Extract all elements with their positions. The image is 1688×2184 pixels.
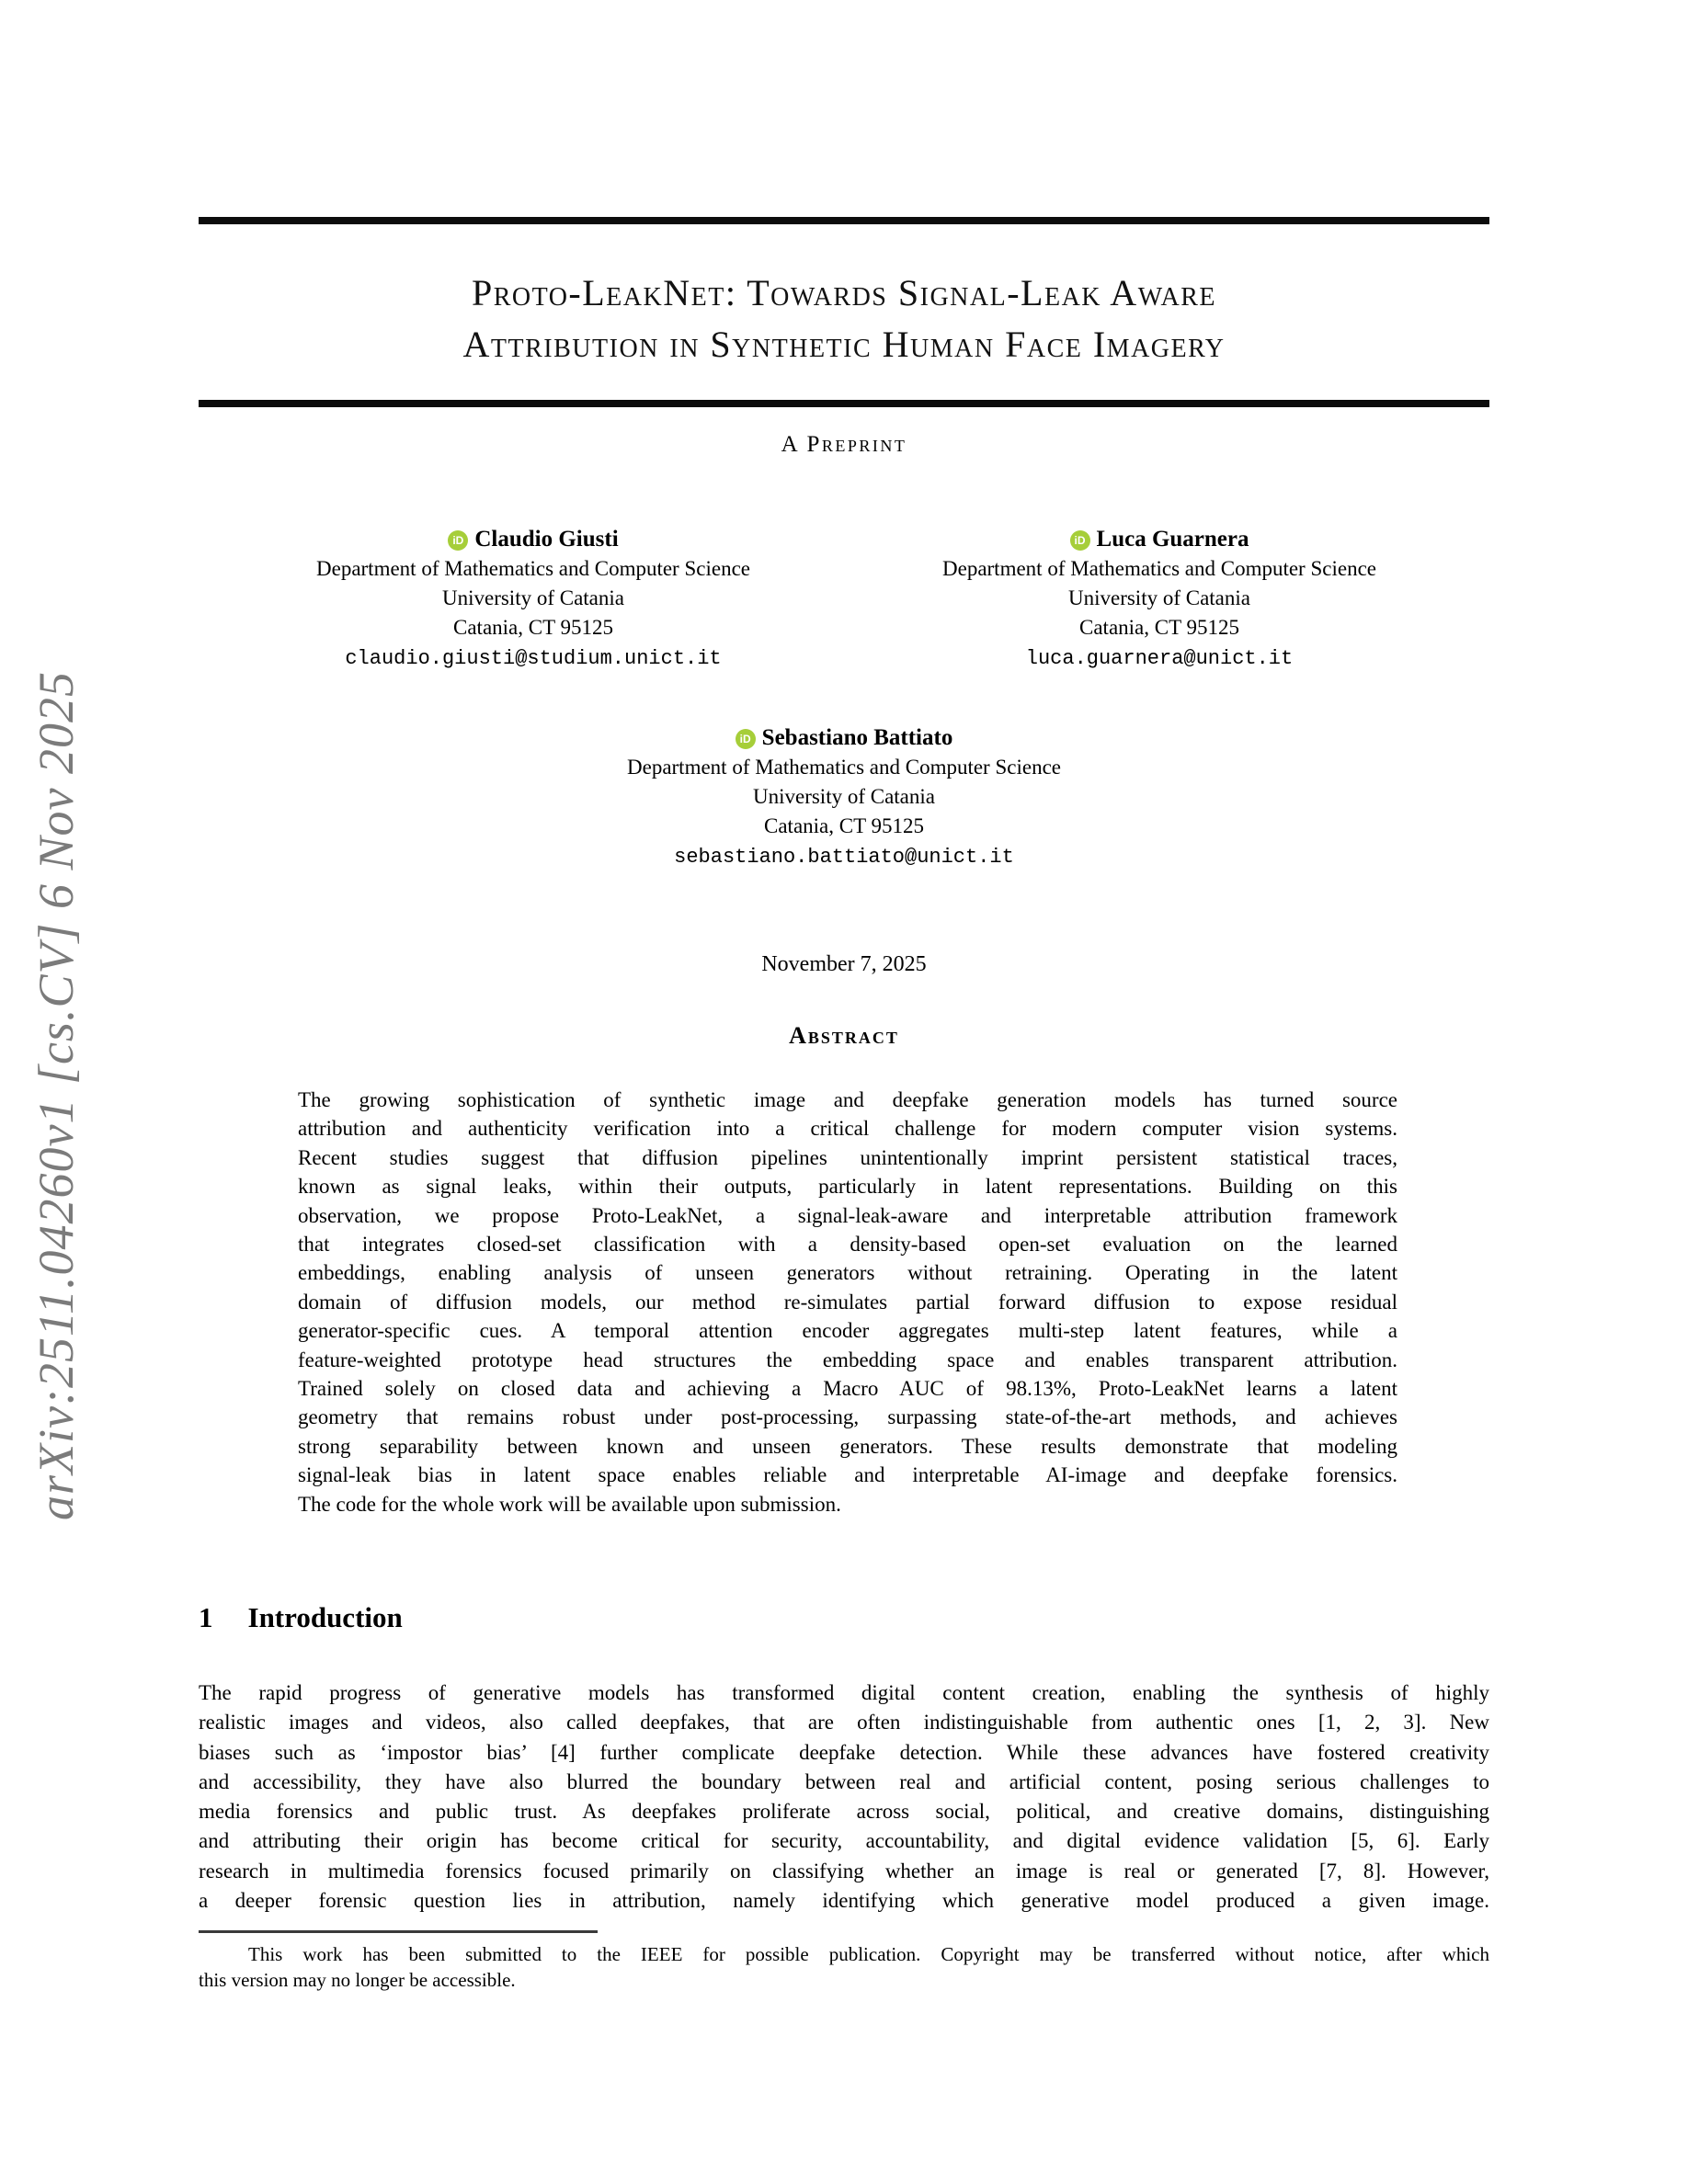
abstract-line: Trained solely on closed data and achieving a Macro AUC of 98.13%, Proto-LeakNet learns a latent [298, 1377, 1397, 1401]
introduction-line: and accessibility, they have also blurred the boundary between real and artificial content, posing serious challenges to [199, 1769, 1489, 1793]
preprint-label: A Preprint [781, 432, 907, 457]
author-email[interactable]: claudio.giusti@studium.unict.it [345, 647, 722, 670]
abstract-line: embeddings, enabling analysis of unseen generators without retraining. Operating in the latent [298, 1261, 1397, 1285]
abstract-heading: Abstract [789, 1022, 899, 1049]
introduction-text [199, 1678, 1489, 1916]
arxiv-watermark: arXiv:2511.04260v1 [cs.CV] 6 Nov 2025 [29, 671, 84, 1520]
author-name-text: Luca Guarnera [1096, 527, 1249, 552]
orcid-icon[interactable]: iD [736, 729, 756, 749]
abstract-line: attribution and authenticity verification into a critical challenge for modern computer vision systems. [298, 1117, 1397, 1141]
author-city: Catania, CT 95125 [764, 814, 924, 837]
author-email[interactable]: sebastiano.battiato@unict.it [674, 846, 1014, 869]
paper-date: November 7, 2025 [761, 952, 927, 976]
author-city: Catania, CT 95125 [1079, 616, 1239, 639]
author-name [499, 722, 1189, 753]
author-name [188, 524, 878, 554]
section-heading-introduction [199, 1601, 1489, 1634]
introduction-line: a deeper forensic question lies in attribution, namely identifying which generative model produced a given image. [199, 1889, 1489, 1913]
orcid-icon[interactable]: iD [448, 530, 468, 551]
author-name-text: Sebastiano Battiato [761, 725, 953, 750]
author-department: Department of Mathematics and Computer Science [627, 756, 1061, 779]
author-university: University of Catania [1067, 586, 1250, 609]
author-university: University of Catania [441, 586, 624, 609]
orcid-icon[interactable]: iD [1070, 530, 1090, 551]
author-name-text: Claudio Giusti [474, 527, 619, 552]
abstract-line: domain of diffusion models, our method re-simulates partial forward diffusion to expose residual [298, 1290, 1397, 1314]
abstract-line: strong separability between known and unseen generators. These results demonstrate that modeling [298, 1434, 1397, 1458]
introduction-line: biases such as ‘impostor bias’ [4] further complicate deepfake detection. While these advances have fostered creativity [199, 1740, 1489, 1764]
author-university: University of Catania [752, 785, 935, 808]
author-block-luca-guarnera [815, 524, 1504, 675]
introduction-line: and attributing their origin has become critical for security, accountability, and digital evidence validation [5, 6]. Early [199, 1829, 1489, 1853]
footnote-line: This work has been submitted to the IEEE for possible publication. Copyright may be transferred without notice, after which [248, 1943, 1489, 1965]
paper-title-line2: Attribution in Synthetic Human Face Imagery [462, 324, 1226, 365]
author-email[interactable]: luca.guarnera@unict.it [1025, 647, 1294, 670]
author-department: Department of Mathematics and Computer Science [942, 557, 1376, 580]
title-rule-top [199, 217, 1489, 224]
introduction-line: media forensics and public trust. As deepfakes proliferate across social, political, and creative domains, distinguishing [199, 1800, 1489, 1824]
abstract-line: that integrates closed-set classification with a density-based open-set evaluation on the learned [298, 1233, 1397, 1257]
abstract-line: The growing sophistication of synthetic image and deepfake generation models has turned source [298, 1088, 1397, 1111]
introduction-line: The rapid progress of generative models has transformed digital content creation, enabling the synthesis of highly [199, 1681, 1489, 1704]
abstract-line: observation, we propose Proto-LeakNet, a signal-leak-aware and interpretable attribution framework [298, 1203, 1397, 1227]
abstract-line: Recent studies suggest that diffusion pipelines unintentionally imprint persistent statistical traces, [298, 1145, 1397, 1169]
footnote-line: this version may no longer be accessible. [199, 1969, 516, 1991]
author-block-sebastiano-battiato [499, 722, 1189, 873]
author-name [815, 524, 1504, 554]
abstract-line: known as signal leaks, within their outputs, particularly in latent representations. Building on this [298, 1175, 1397, 1199]
paper-title [107, 267, 1581, 370]
paper-title-line1: Proto-LeakNet: Towards Signal-Leak Aware [471, 272, 1217, 313]
footnote-divider [199, 1930, 598, 1933]
abstract-line: generator-specific cues. A temporal attention encoder aggregates multi-step latent features, while a [298, 1319, 1397, 1343]
introduction-line: research in multimedia forensics focused primarily on classifying whether an image is real or generated [7, 8]. However, [199, 1859, 1489, 1883]
author-city: Catania, CT 95125 [453, 616, 613, 639]
section-title: Introduction [247, 1601, 403, 1633]
introduction-line: realistic images and videos, also called deepfakes, that are often indistinguishable from authentic ones [1, 2, 3]. New [199, 1711, 1489, 1735]
abstract-line: feature-weighted prototype head structures the embedding space and enables transparent attribution. [298, 1348, 1397, 1371]
abstract-line: signal-leak bias in latent space enables reliable and interpretable AI-image and deepfake forensics. [298, 1463, 1397, 1487]
abstract-line: geometry that remains robust under post-processing, surpassing state-of-the-art methods, and achieves [298, 1405, 1397, 1429]
author-department: Department of Mathematics and Computer Science [316, 557, 750, 580]
abstract-line: The code for the whole work will be available upon submission. [298, 1492, 841, 1516]
title-rule-bottom [199, 400, 1489, 407]
author-block-claudio-giusti [188, 524, 878, 675]
footnote [199, 1941, 1489, 1993]
abstract-text [298, 1086, 1397, 1519]
section-number: 1 [199, 1601, 213, 1633]
